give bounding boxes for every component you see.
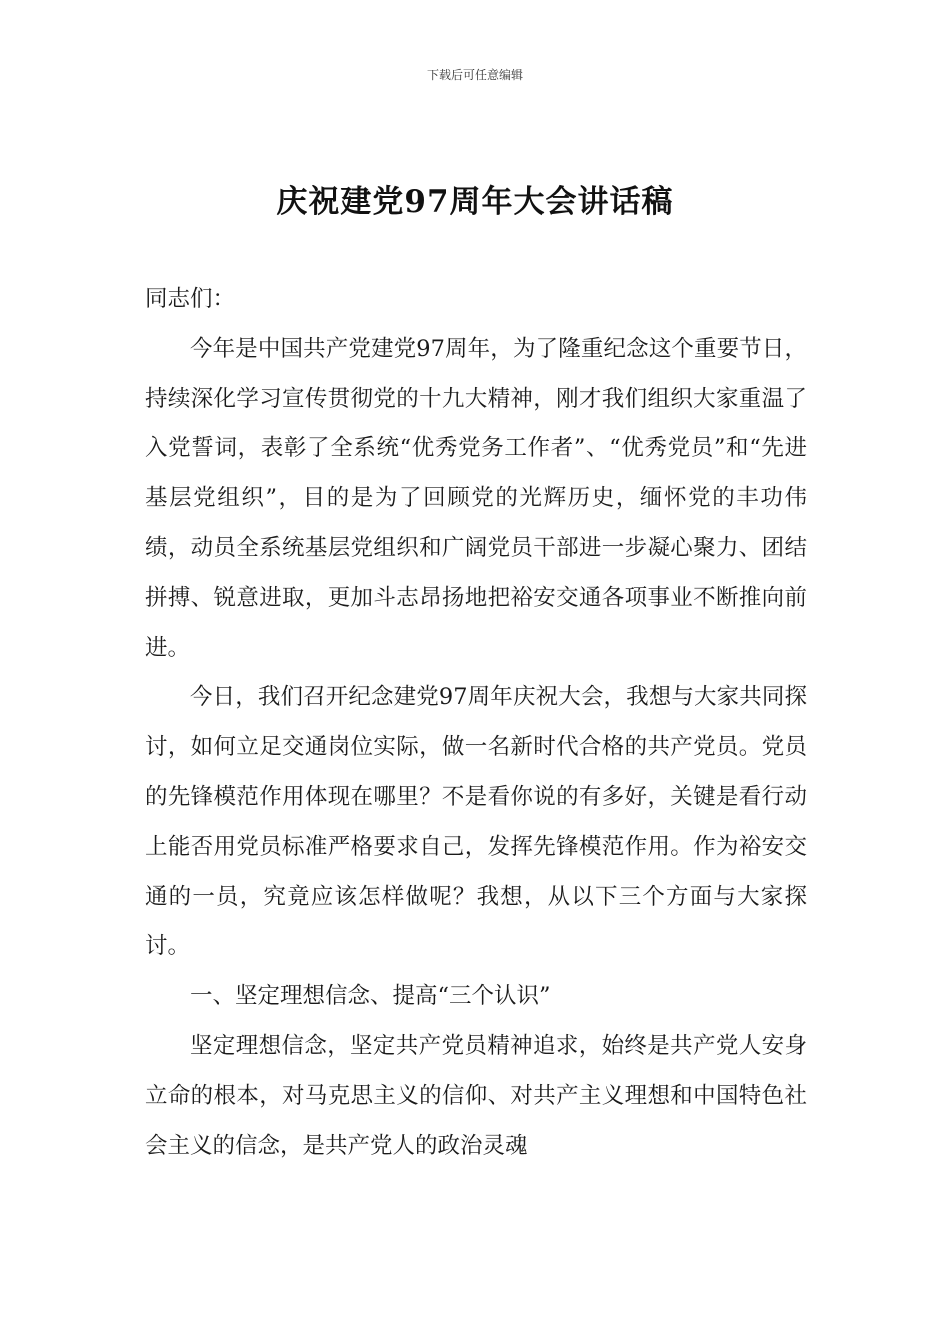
section-heading-1: 一、坚定理想信念、提高“三个认识” [190, 983, 551, 1010]
paragraph-section-1: 坚定理想信念，坚定共产党员精神追求，始终是共产党人安身立命的根本，对马克思主义的信仰、对共产主义理想和中国特色社会主义的信念，是共产党人的政治灵魂 [145, 1032, 807, 1159]
header-note: 下载后可任意编辑 [426, 68, 523, 82]
document-body [145, 275, 807, 1171]
paragraph-purpose: 今日，我们召开纪念建党97周年庆祝大会，我想与大家共同探讨，如何立足交通岗位实际，做一名新时代合格的共产党员。党员的先锋模范作用体现在哪里？不是看你说的有多好，关键是看行动上能否用党员标准严格要求自己，发挥先锋模范作用。作为裕安交通的一员，究竟应该怎样做呢？我想，从以下三个方面与大家探讨。 [145, 684, 807, 960]
document-title: 庆祝建党97周年大会讲话稿 [276, 184, 674, 220]
salutation: 同志们： [145, 286, 236, 312]
paragraph-intro: 今年是中国共产党建党97周年，为了隆重纪念这个重要节日，持续深化学习宣传贯彻党的十九大精神，刚才我们组织大家重温了入党誓词，表彰了全系统“优秀党务工作者”、“优秀党员”和“先进基层党组织”，目的是为了回顾党的光辉历史，缅怀党的丰功伟绩，动员全系统基层党组织和广阔党员干部进一步凝心聚力、团结拼搏、锐意进取，更加斗志昂扬地把裕安交通各项事业不断推向前进。 [145, 335, 807, 661]
